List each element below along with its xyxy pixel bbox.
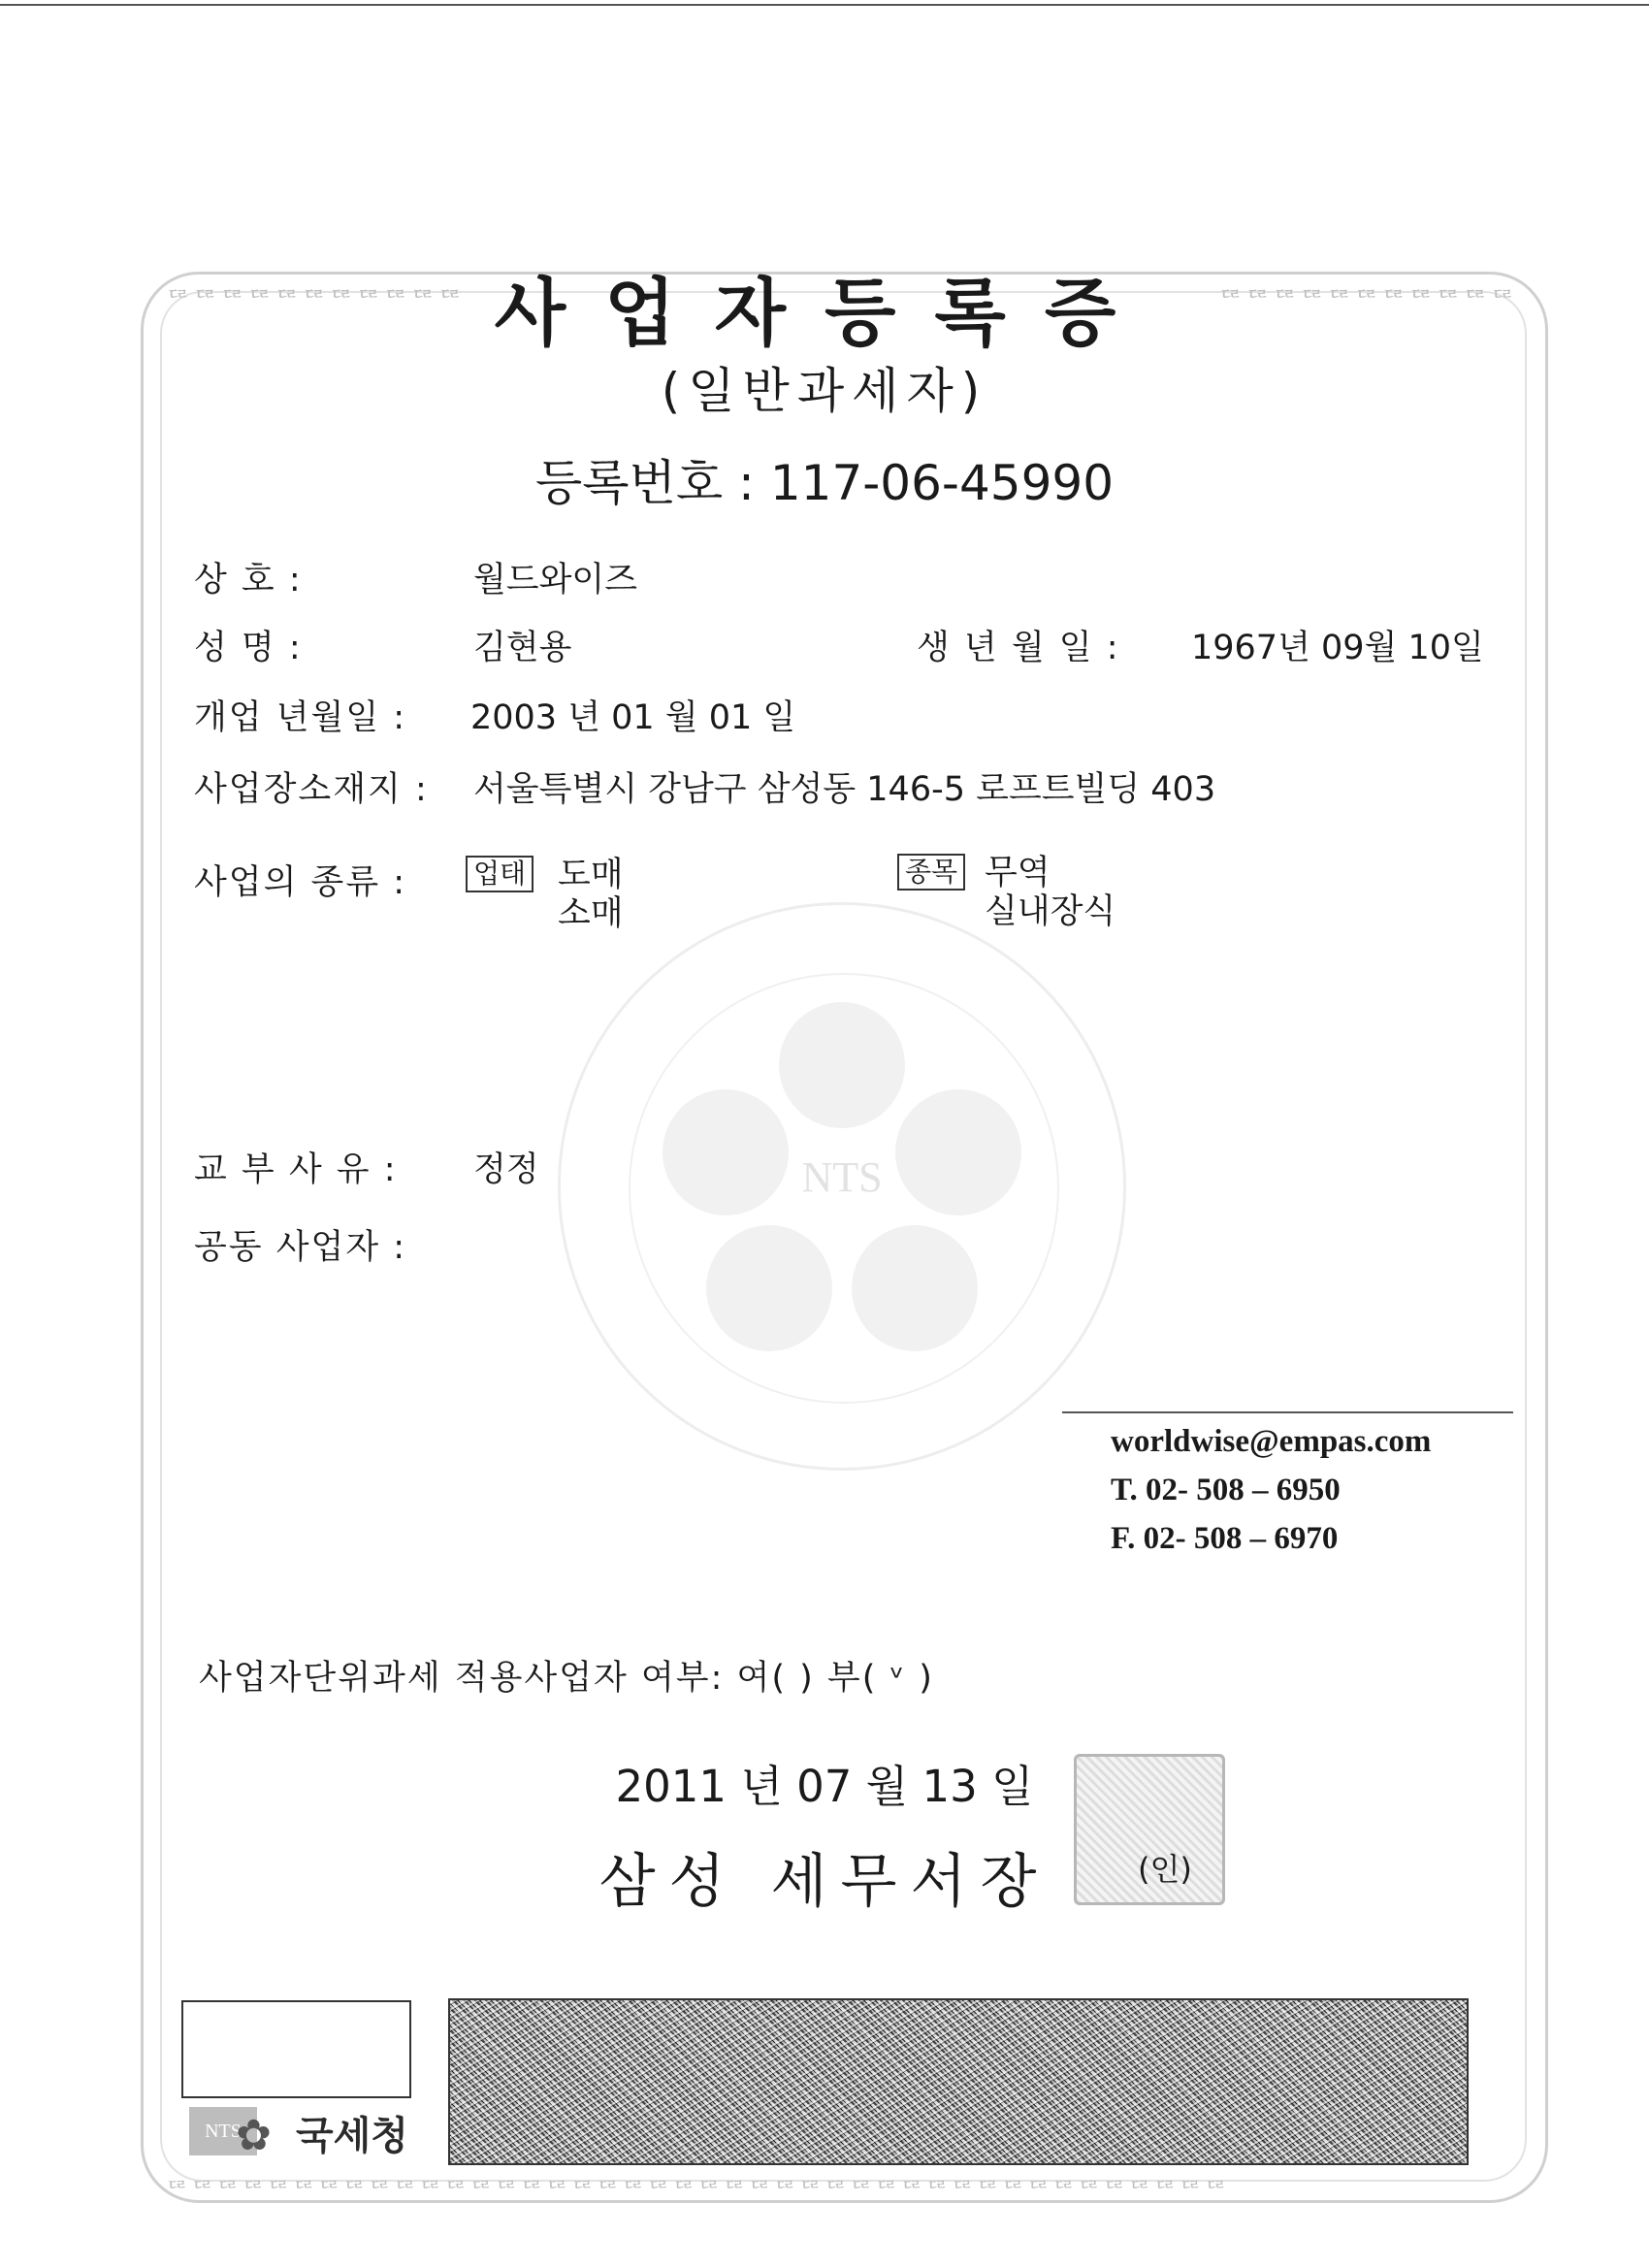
certificate-subtitle: (일반과세자): [661, 363, 988, 419]
trade-name-label: 상 호 :: [194, 561, 303, 599]
contact-fax: F. 02- 508 – 6970: [1111, 1521, 1339, 1556]
birth-date-label: 생 년 월 일 :: [917, 629, 1120, 667]
unit-tax-status: 사업자단위과세 적용사업자 여부: 여( ) 부( ᵛ ): [199, 1659, 934, 1698]
security-pattern-box: [448, 1998, 1469, 2165]
issuing-office: 삼성 세무서장: [598, 1848, 1051, 1916]
registration-number-line: [0, 444, 1649, 514]
business-item-value: 무역: [985, 854, 1051, 892]
registration-number-label: 등록번호 :: [534, 455, 755, 511]
nts-watermark-emblem: [558, 902, 1126, 1471]
joint-business-label: 공동 사업자 :: [194, 1228, 407, 1267]
business-item-values: [985, 854, 1116, 931]
representative-name-value: 김현용: [473, 629, 572, 667]
business-address-label: 사업장소재지 :: [194, 770, 429, 809]
watermark-petal: [852, 1225, 978, 1351]
issue-reason-label: 교 부 사 유 :: [194, 1150, 398, 1189]
watermark-nts-text: NTS: [801, 1153, 883, 1201]
watermark-petal: [779, 1002, 905, 1128]
business-item-value: 실내장식: [985, 892, 1116, 931]
business-category-value: 소매: [558, 894, 624, 933]
business-category-box: 업태: [466, 856, 534, 892]
border-ornament-bottom: ᄃᄅᄃᄅᄃᄅᄃᄅᄃᄅᄃᄅᄃᄅᄃᄅᄃᄅᄃᄅᄃᄅᄃᄅᄃᄅᄃᄅᄃᄅᄃᄅᄃᄅᄃᄅᄃᄅᄃᄅᄃᄅᄃᄅᄃᄅᄃᄅᄃᄅᄃᄅᄃᄅᄃᄅᄃᄅᄃᄅᄃᄅᄃᄅᄃᄅᄃᄅᄃᄅᄃᄅᄃᄅᄃᄅᄃᄅᄃᄅᄃᄅᄃᄅ: [165, 2179, 1229, 2208]
small-blank-box: [181, 2000, 411, 2098]
registration-number-value: 117-06-45990: [769, 455, 1115, 511]
opening-date-value: 2003 년 01 월 01 일: [470, 698, 796, 737]
business-address-value: 서울특별시 강남구 삼성동 146-5 로프트빌딩 403: [473, 770, 1216, 809]
watermark-petal: [706, 1225, 832, 1351]
certificate-title: 사업자등록증: [494, 270, 1155, 356]
business-type-box: [466, 856, 534, 892]
contact-telephone: T. 02- 508 – 6950: [1111, 1473, 1341, 1507]
representative-name-label: 성 명 :: [194, 629, 303, 667]
business-category-values: [558, 856, 624, 933]
contact-email: worldwise@empas.com: [1111, 1424, 1432, 1459]
business-type-label: 사업의 종류 :: [194, 863, 407, 902]
business-item-box-label: 종목: [897, 854, 965, 891]
birth-date-value: 1967년 09월 10일: [1191, 629, 1484, 667]
nts-flower-icon: ✿: [236, 2111, 272, 2160]
issue-reason-value: 정정: [473, 1150, 539, 1189]
opening-date-label: 개업 년월일 :: [194, 698, 407, 737]
issue-date: 2011 년 07 월 13 일: [615, 1761, 1034, 1812]
border-ornament-top-left: ᄃᄅᄃᄅᄃᄅᄃᄅᄃᄅᄃᄅᄃᄅᄃᄅᄃᄅᄃᄅᄃᄅ: [165, 286, 465, 318]
agency-name: 국세청: [296, 2114, 408, 2158]
nts-logo-icon: NTS: [189, 2107, 257, 2155]
contact-divider: [1062, 1411, 1513, 1413]
seal-label: (인): [1138, 1851, 1192, 1888]
scan-edge-line: [0, 4, 1649, 6]
trade-name-value: 월드와이즈: [473, 561, 638, 599]
business-category-value: 도매: [558, 856, 624, 894]
business-item-box: [897, 854, 965, 891]
border-ornament-top-right: ᄃᄅᄃᄅᄃᄅᄃᄅᄃᄅᄃᄅᄃᄅᄃᄅᄃᄅᄃᄅᄃᄅ: [1217, 286, 1517, 318]
